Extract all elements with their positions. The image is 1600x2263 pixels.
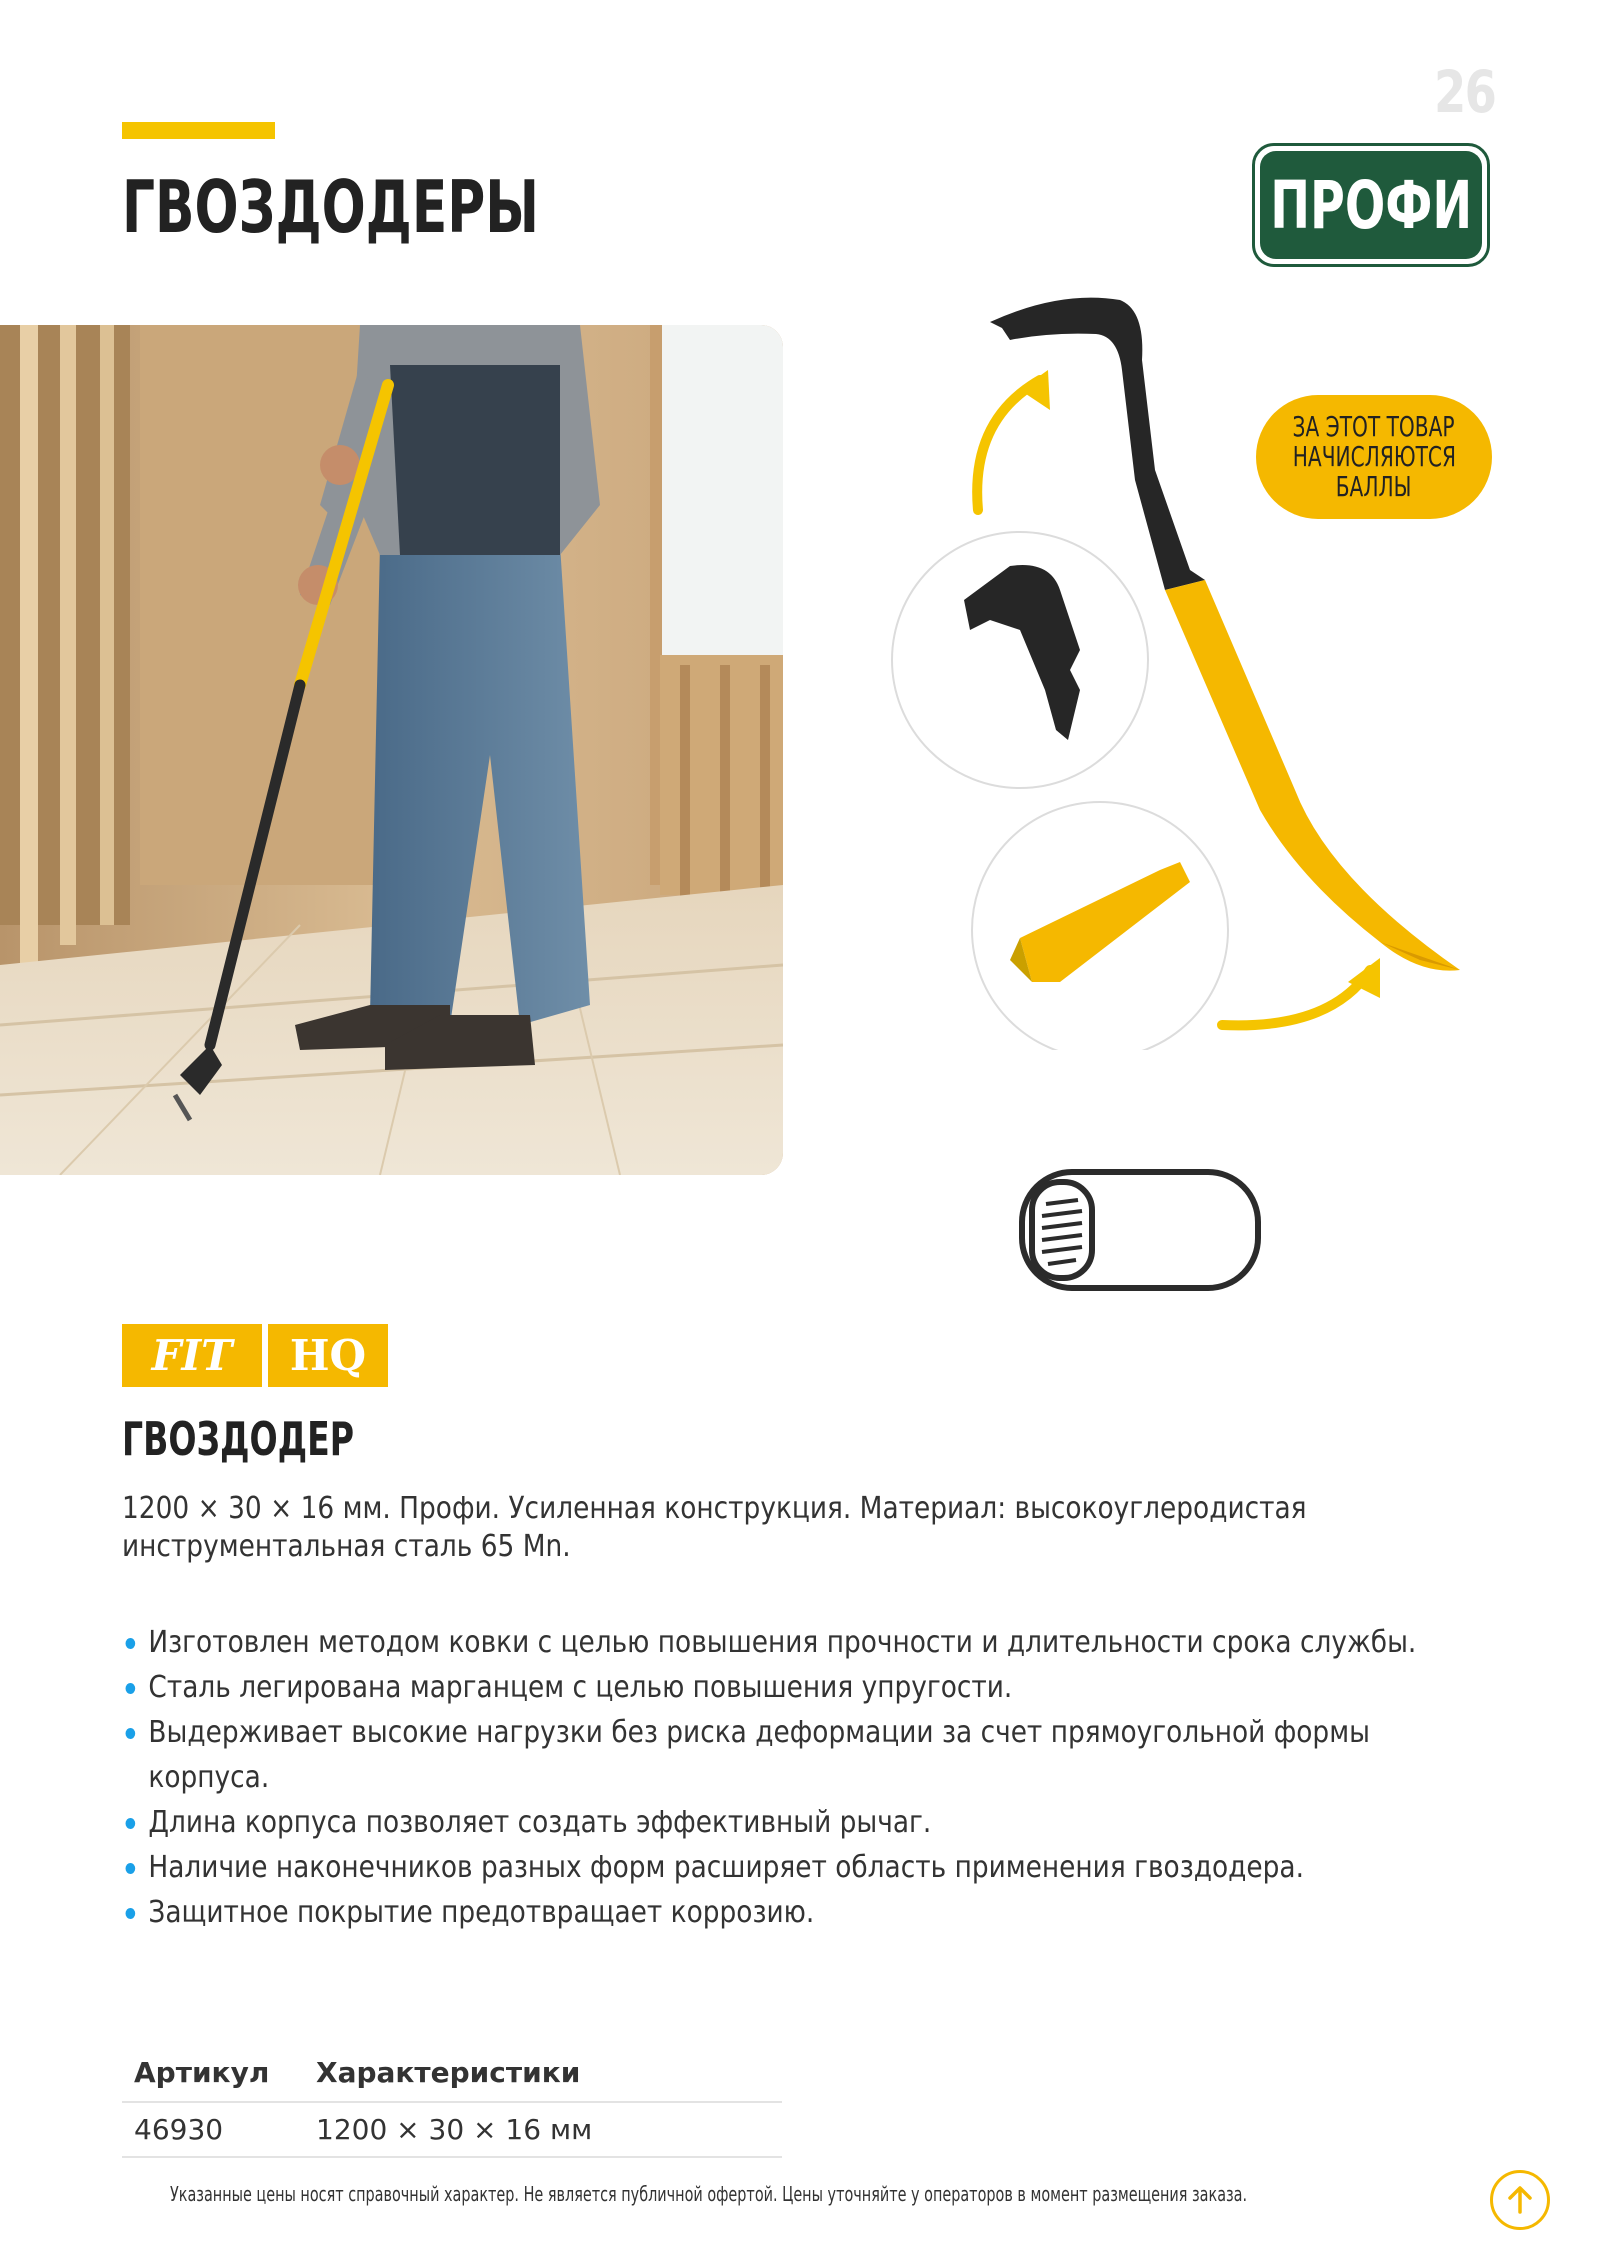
fit-logo [122, 1324, 262, 1387]
hq-logo-text: HQ [289, 1331, 367, 1380]
brand-logos [122, 1324, 388, 1387]
profi-badge [1252, 143, 1490, 267]
feature-item: Длина корпуса позволяет создать эффективный рычаг. [122, 1800, 1442, 1845]
product-name: ГВОЗДОДЕР [122, 1412, 355, 1466]
price-disclaimer: Указанные цены носят справочный характер. Не является публичной офертой. Цены уточняйте у операторов в момент размещения заказа. [170, 2182, 1248, 2206]
usage-photo [0, 325, 783, 1175]
crowbar-product-image [860, 270, 1500, 1050]
bullet-icon [126, 1728, 136, 1739]
fit-logo-text: FIT [151, 1331, 233, 1380]
table-header-row [122, 2050, 782, 2102]
feature-list [122, 1620, 1442, 1935]
specs-cell: 1200 × 30 × 16 мм [304, 2102, 782, 2157]
spec-table [122, 2050, 782, 2158]
bullet-icon [126, 1863, 136, 1874]
page-number: 26 [1434, 58, 1496, 126]
bullet-icon [126, 1683, 136, 1694]
table-row [122, 2102, 782, 2157]
feature-item: Наличие наконечников разных форм расширяет область применения гвоздодера. [122, 1845, 1442, 1890]
hq-logo [268, 1324, 388, 1387]
title-accent-bar [122, 122, 275, 139]
feature-item: Изготовлен методом ковки с целью повышения прочности и длительности срока службы. [122, 1620, 1442, 1665]
column-header-specs: Характеристики [304, 2050, 782, 2102]
product-description: 1200 × 30 × 16 мм. Профи. Усиленная конструкция. Материал: высокоуглеродистая инструментальная сталь 65 Mn. [122, 1491, 1307, 1564]
scroll-top-button[interactable] [1490, 2170, 1550, 2230]
points-badge-line-2: НАЧИСЛЯЮТСЯ [1292, 440, 1456, 473]
column-header-article: Артикул [122, 2050, 304, 2102]
bullet-icon [126, 1818, 136, 1829]
rectangular-profile-icon [1010, 1160, 1270, 1300]
profi-badge-label: ПРОФИ [1270, 166, 1472, 244]
arrow-up-icon [1503, 2183, 1537, 2217]
feature-item: Выдерживает высокие нагрузки без риска деформации за счет прямоугольной формы корпуса. [122, 1710, 1442, 1800]
feature-item: Сталь легирована марганцем с целью повышения упругости. [122, 1665, 1442, 1710]
article-cell: 46930 [122, 2102, 304, 2157]
feature-item: Защитное покрытие предотвращает коррозию. [122, 1890, 1442, 1935]
bullet-icon [126, 1638, 136, 1649]
bullet-icon [126, 1908, 136, 1919]
page-title: ГВОЗДОДЕРЫ [122, 165, 539, 249]
points-badge-line-3: БАЛЛЫ [1336, 470, 1412, 503]
points-badge-line-1: ЗА ЭТОТ ТОВАР [1292, 410, 1456, 443]
